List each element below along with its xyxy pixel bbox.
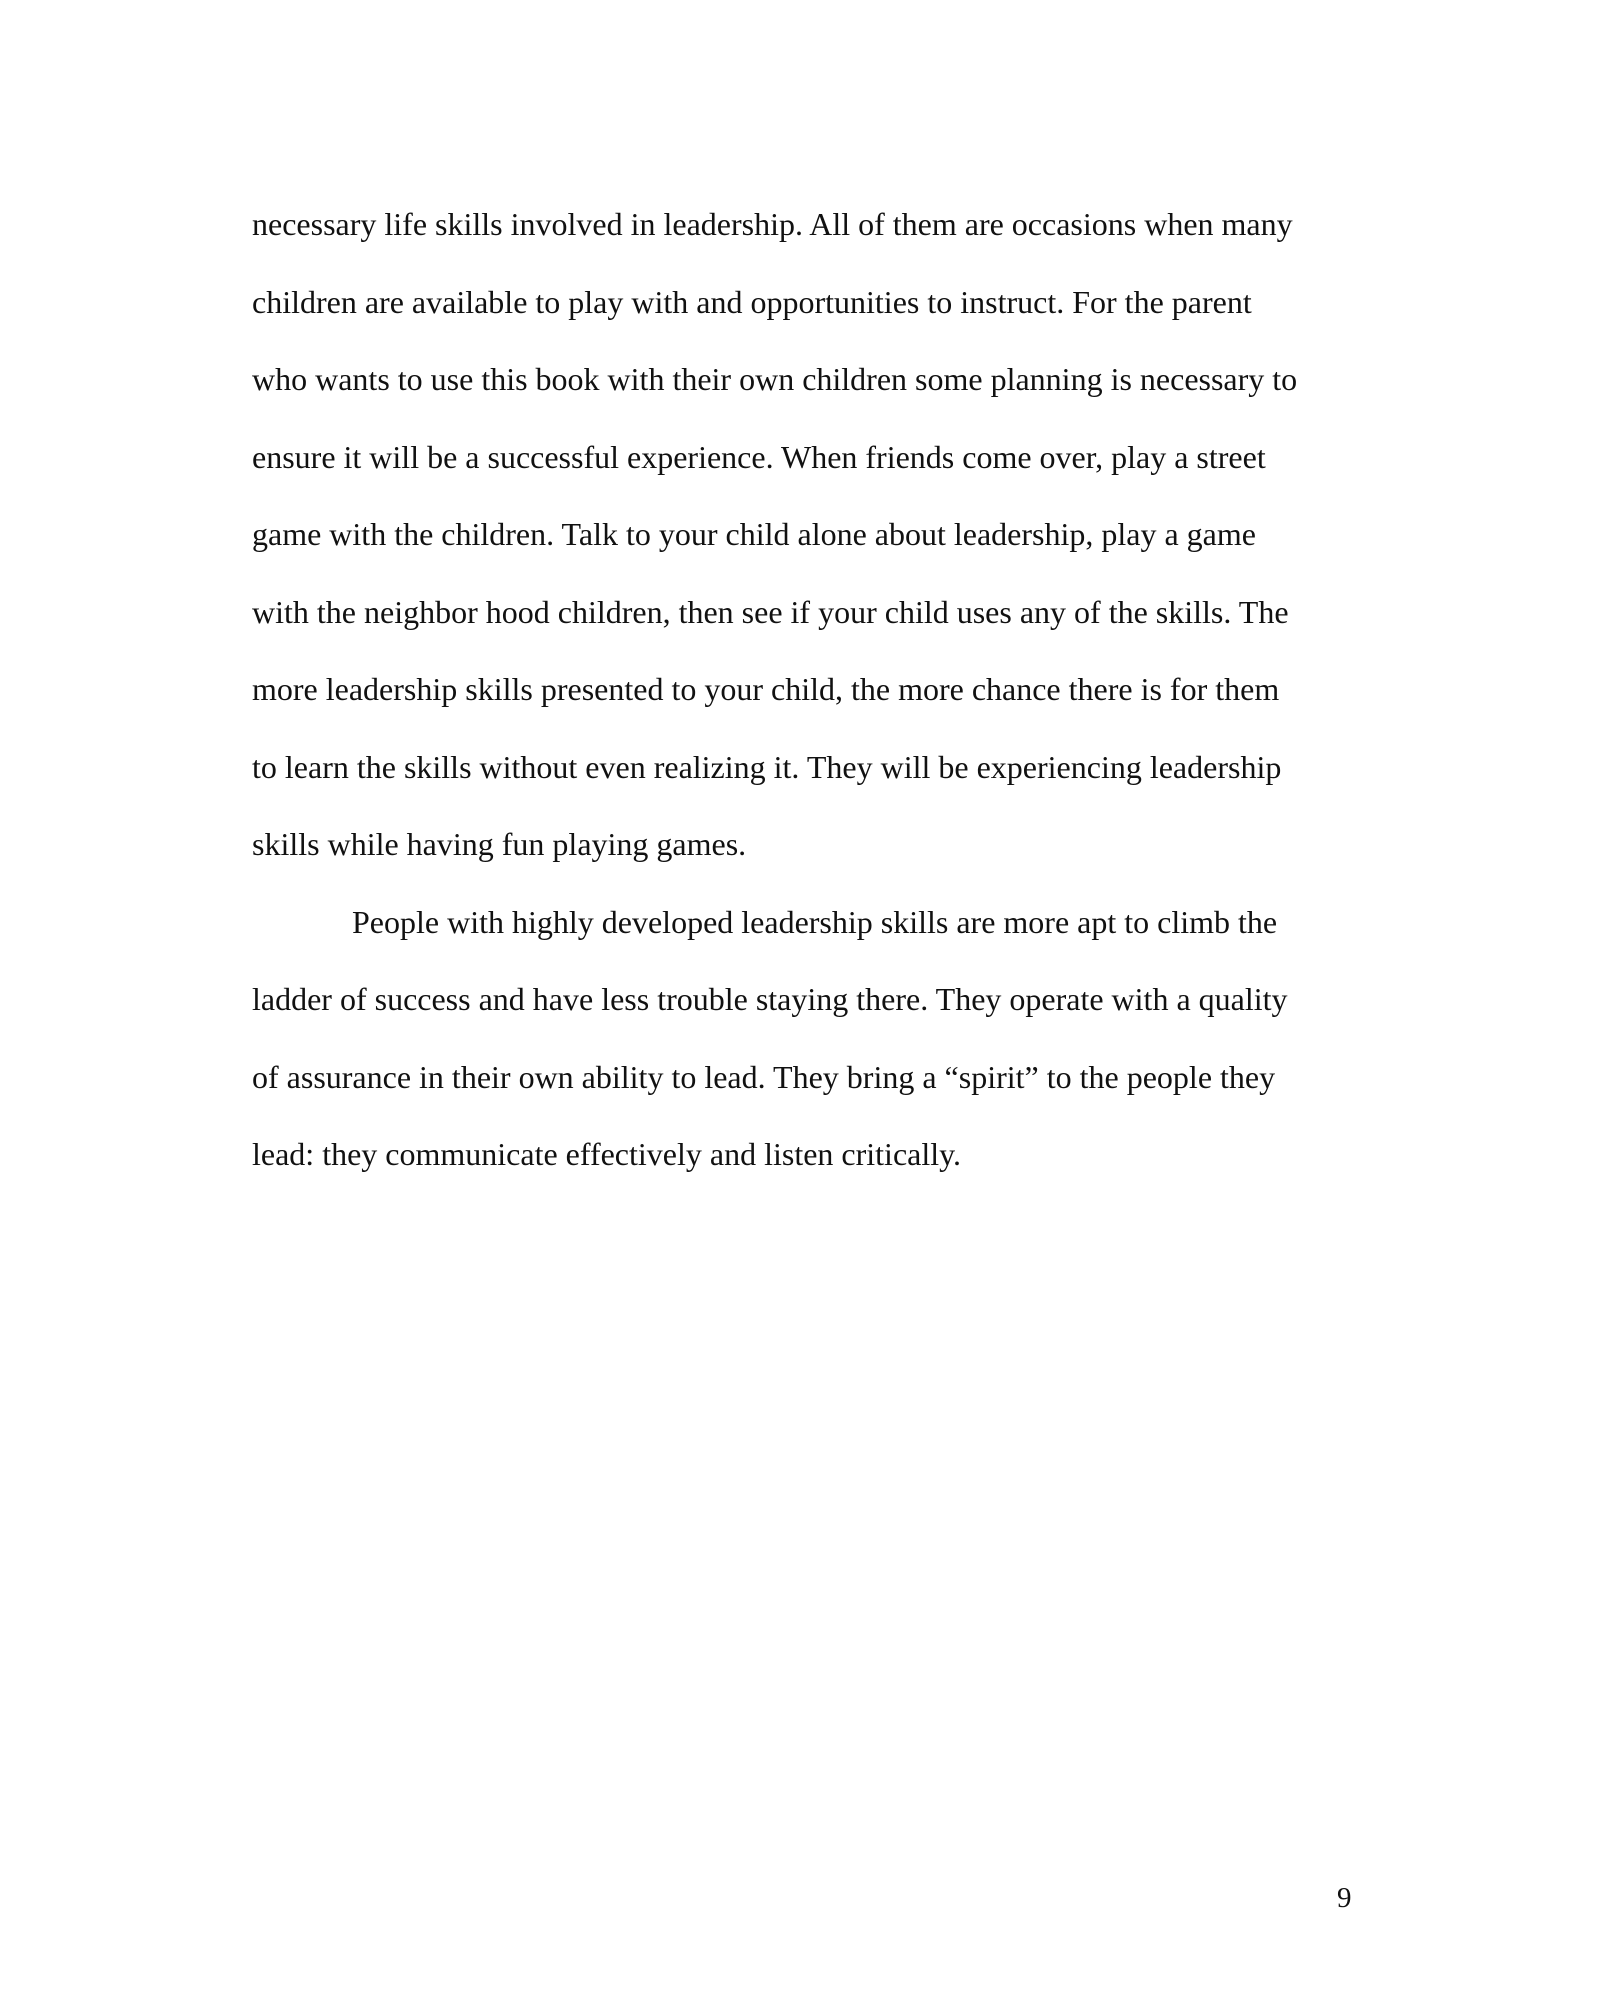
text-line: who wants to use this book with their own children some planning is necessary to bbox=[252, 361, 1298, 397]
page-number: 9 bbox=[1337, 1882, 1352, 1914]
text-line: game with the children. Talk to your child alone about leadership, play a game bbox=[252, 516, 1256, 552]
text-line: ensure it will be a successful experience. When friends come over, play a street bbox=[252, 438, 1266, 475]
text-line: of assurance in their own ability to lead. They bring a “spirit” to the people they bbox=[252, 1058, 1276, 1095]
text-line: skills while having fun playing games. bbox=[252, 826, 747, 862]
text-line: ladder of success and have less trouble staying there. They operate with a quality bbox=[252, 981, 1288, 1017]
text-line: to learn the skills without even realizing it. They will be experiencing leadership bbox=[252, 748, 1282, 785]
text-line: lead: they communicate effectively and listen critically. bbox=[252, 1136, 962, 1172]
text-line: necessary life skills involved in leadership. All of them are occasions when many bbox=[252, 206, 1293, 242]
text-line: children are available to play with and opportunities to instruct. For the parent bbox=[252, 283, 1252, 320]
body-text bbox=[252, 196, 1372, 1204]
paragraph-first-line: People with highly developed leadership skills are more apt to climb the bbox=[352, 903, 1278, 940]
text-line: with the neighbor hood children, then see if your child uses any of the skills. The bbox=[252, 593, 1289, 630]
text-line: more leadership skills presented to your child, the more chance there is for them bbox=[252, 671, 1280, 707]
